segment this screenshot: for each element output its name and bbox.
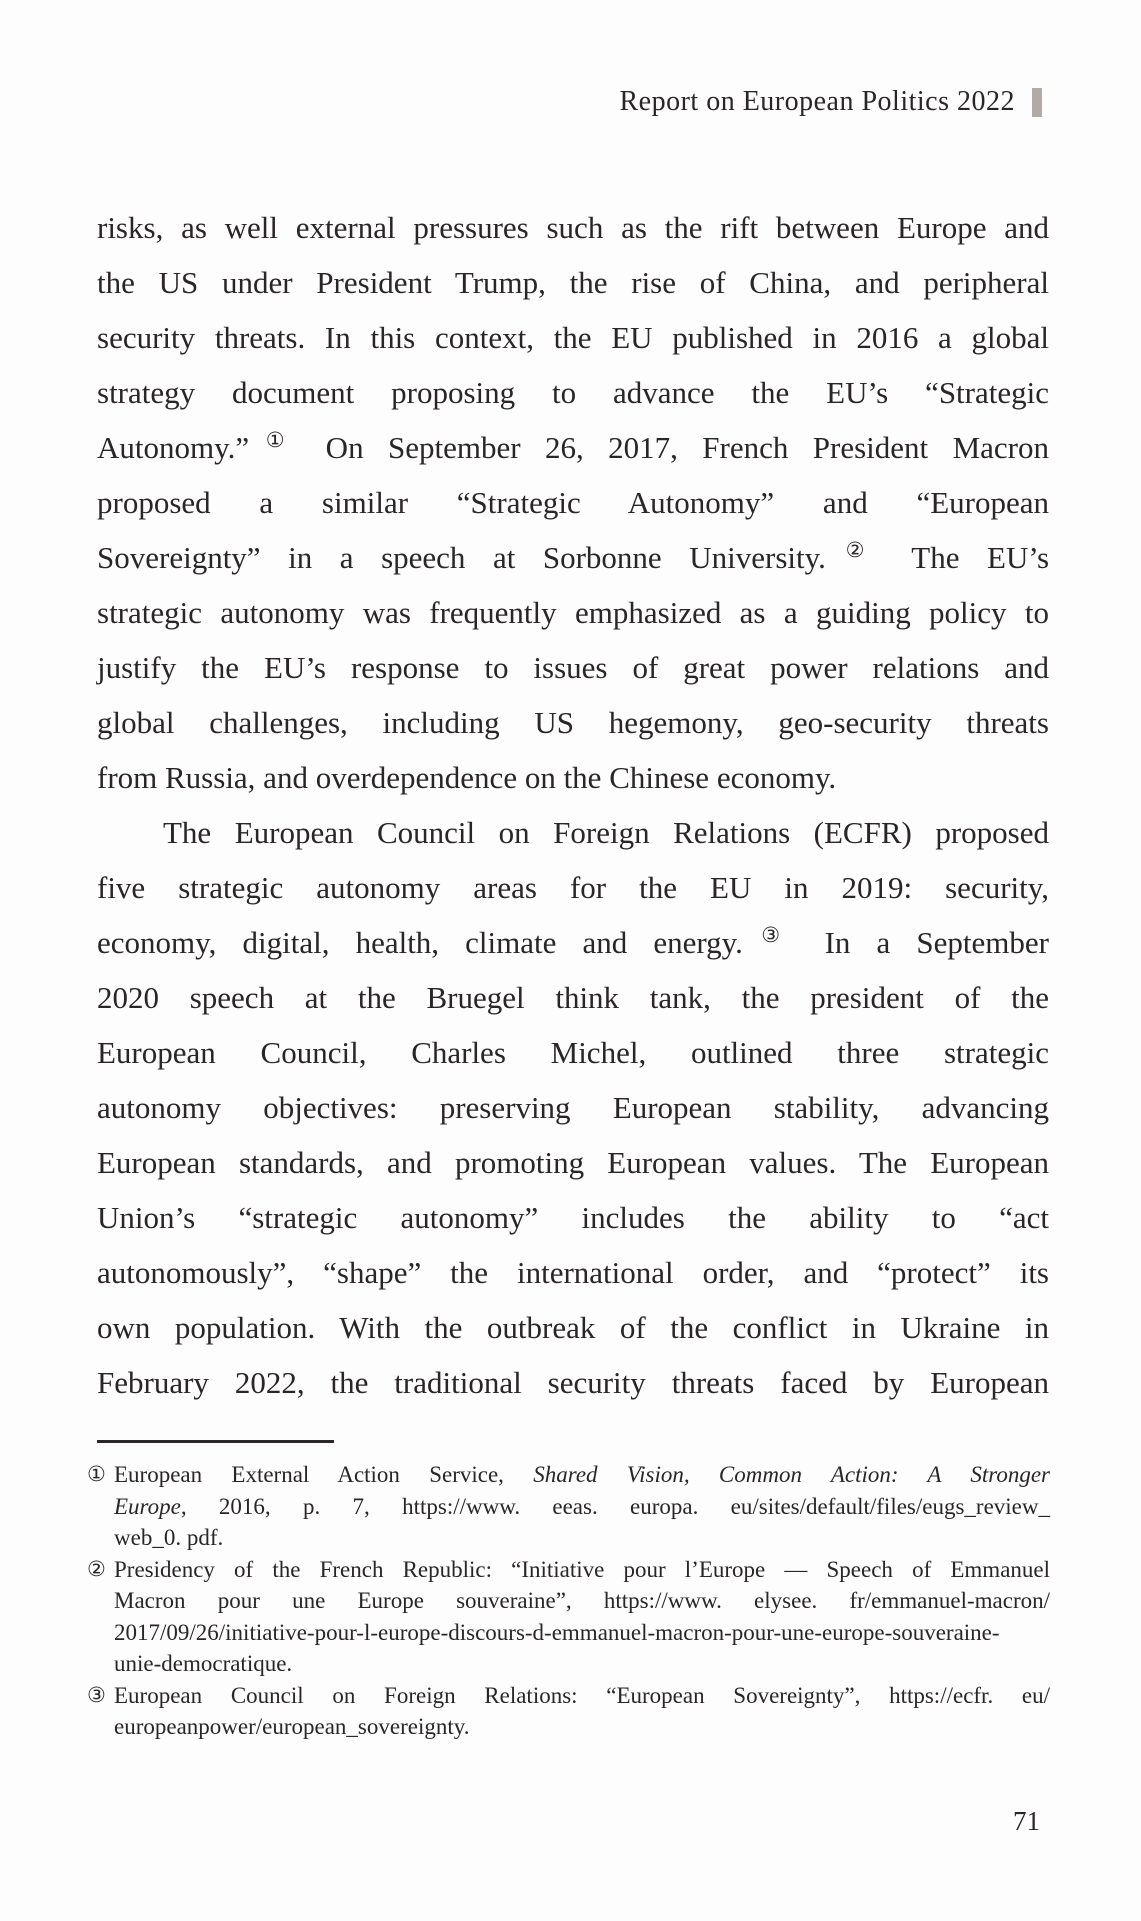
footnote-line [114,1617,1050,1649]
body-line: own population. With the outbreak of the conflict in Ukraine in [97,1310,1049,1345]
footnote-line [114,1459,1050,1491]
footnote-ref-superscript: ② [825,538,885,562]
footnote-segment: web_0. pdf. [114,1525,224,1550]
footnote-segment: 2017/09/26/initiative-pour-l-europe-discours-d-emmanuel-macron-pour-une-europe-souveraine- [114,1619,1000,1645]
body-text [97,200,1049,1410]
footnote-segment: , 2016, p. 7, https://www. eeas. europa. eu/sites/default/files/eugs_review_ [180,1493,1050,1519]
footnote-text [114,1459,1050,1554]
footnote-ref-superscript: ① [249,428,302,452]
page-number: 71 [1013,1806,1040,1836]
body-line: risks, as well external pressures such as the rift between Europe and [97,210,1049,245]
body-line: autonomy objectives: preserving European stability, advancing [97,1090,1049,1125]
footnote-line [114,1491,1050,1523]
body-line: European standards, and promoting European values. The European [97,1145,1049,1180]
footnote-segment: European Council on Foreign Relations: “European Sovereignty”, https://ecfr. eu/ [114,1682,1050,1708]
footnote-title-italic: Shared Vision, Common Action: A Stronger [533,1462,1051,1487]
body-line: strategic autonomy was frequently emphasized as a guiding policy to [97,595,1049,630]
body-line: Sovereignty” in a speech at Sorbonne University.② The EU’s [97,538,1050,575]
paragraph [97,805,1049,1410]
footnote [87,1554,1050,1680]
body-line: strategy document proposing to advance the EU’s “Strategic [97,375,1049,410]
body-line: economy, digital, health, climate and energy.③ In a September [97,923,1049,960]
body-line: Autonomy.”① On September 26, 2017, French President Macron [97,428,1049,465]
body-line: global challenges, including US hegemony, geo-security threats [97,705,1049,740]
footnote-separator-rule [97,1440,334,1443]
body-line: autonomously”, “shape” the international order, and “protect” its [97,1255,1049,1290]
footnote [87,1459,1050,1554]
body-line: five strategic autonomy areas for the EU in 2019: security, [97,870,1049,905]
body-line: justify the EU’s response to issues of great power relations and [97,650,1049,685]
footnote-line [114,1680,1050,1712]
body-line: 2020 speech at the Bruegel think tank, the president of the [97,980,1049,1015]
body-line: February 2022, the traditional security threats faced by European [97,1365,1049,1400]
paragraph [97,200,1049,805]
body-line: security threats. In this context, the EU published in 2016 a global [97,320,1049,355]
body-line: the US under President Trump, the rise of China, and peripheral [97,265,1049,300]
footnote-line [114,1648,1050,1680]
footnote-ref-superscript: ③ [742,923,799,947]
footnote-line [114,1585,1050,1617]
footnote-segment: unie-democratique. [114,1651,293,1676]
footnote-line [114,1711,1050,1743]
footnote-marker: ② [87,1556,106,1581]
footnote-text [114,1554,1050,1680]
body-line: proposed a similar “Strategic Autonomy” and “European [97,485,1049,520]
footnote-line [114,1554,1050,1586]
footnote-segment: Presidency of the French Republic: “Initiative pour l’Europe — Speech of Emmanuel [114,1556,1050,1582]
body-line: The European Council on Foreign Relations (ECFR) proposed [163,815,1049,850]
body-line: European Council, Charles Michel, outlined three strategic [97,1035,1049,1070]
footnote-marker: ① [87,1462,106,1486]
footnote-line [114,1522,1050,1554]
footnote [87,1680,1050,1743]
page-header [619,84,1042,120]
running-head-title: Report on European Politics 2022 [619,86,1015,117]
body-line: from Russia, and overdependence on the Chinese economy. [97,760,837,795]
footnote-segment: Macron pour une Europe souveraine”, https://www. elysee. fr/emmanuel-macron/ [114,1588,1050,1613]
footnote-marker: ③ [87,1682,106,1707]
header-decoration-bar [1032,88,1042,117]
footnote-text [114,1680,1050,1743]
footnote-segment: European External Action Service, [114,1462,534,1487]
footnote-list [87,1459,1050,1743]
footnote-title-italic: Europe [114,1493,181,1519]
footnote-segment: europeanpower/european_sovereignty. [114,1714,470,1739]
body-line: Union’s “strategic autonomy” includes the ability to “act [97,1200,1049,1235]
